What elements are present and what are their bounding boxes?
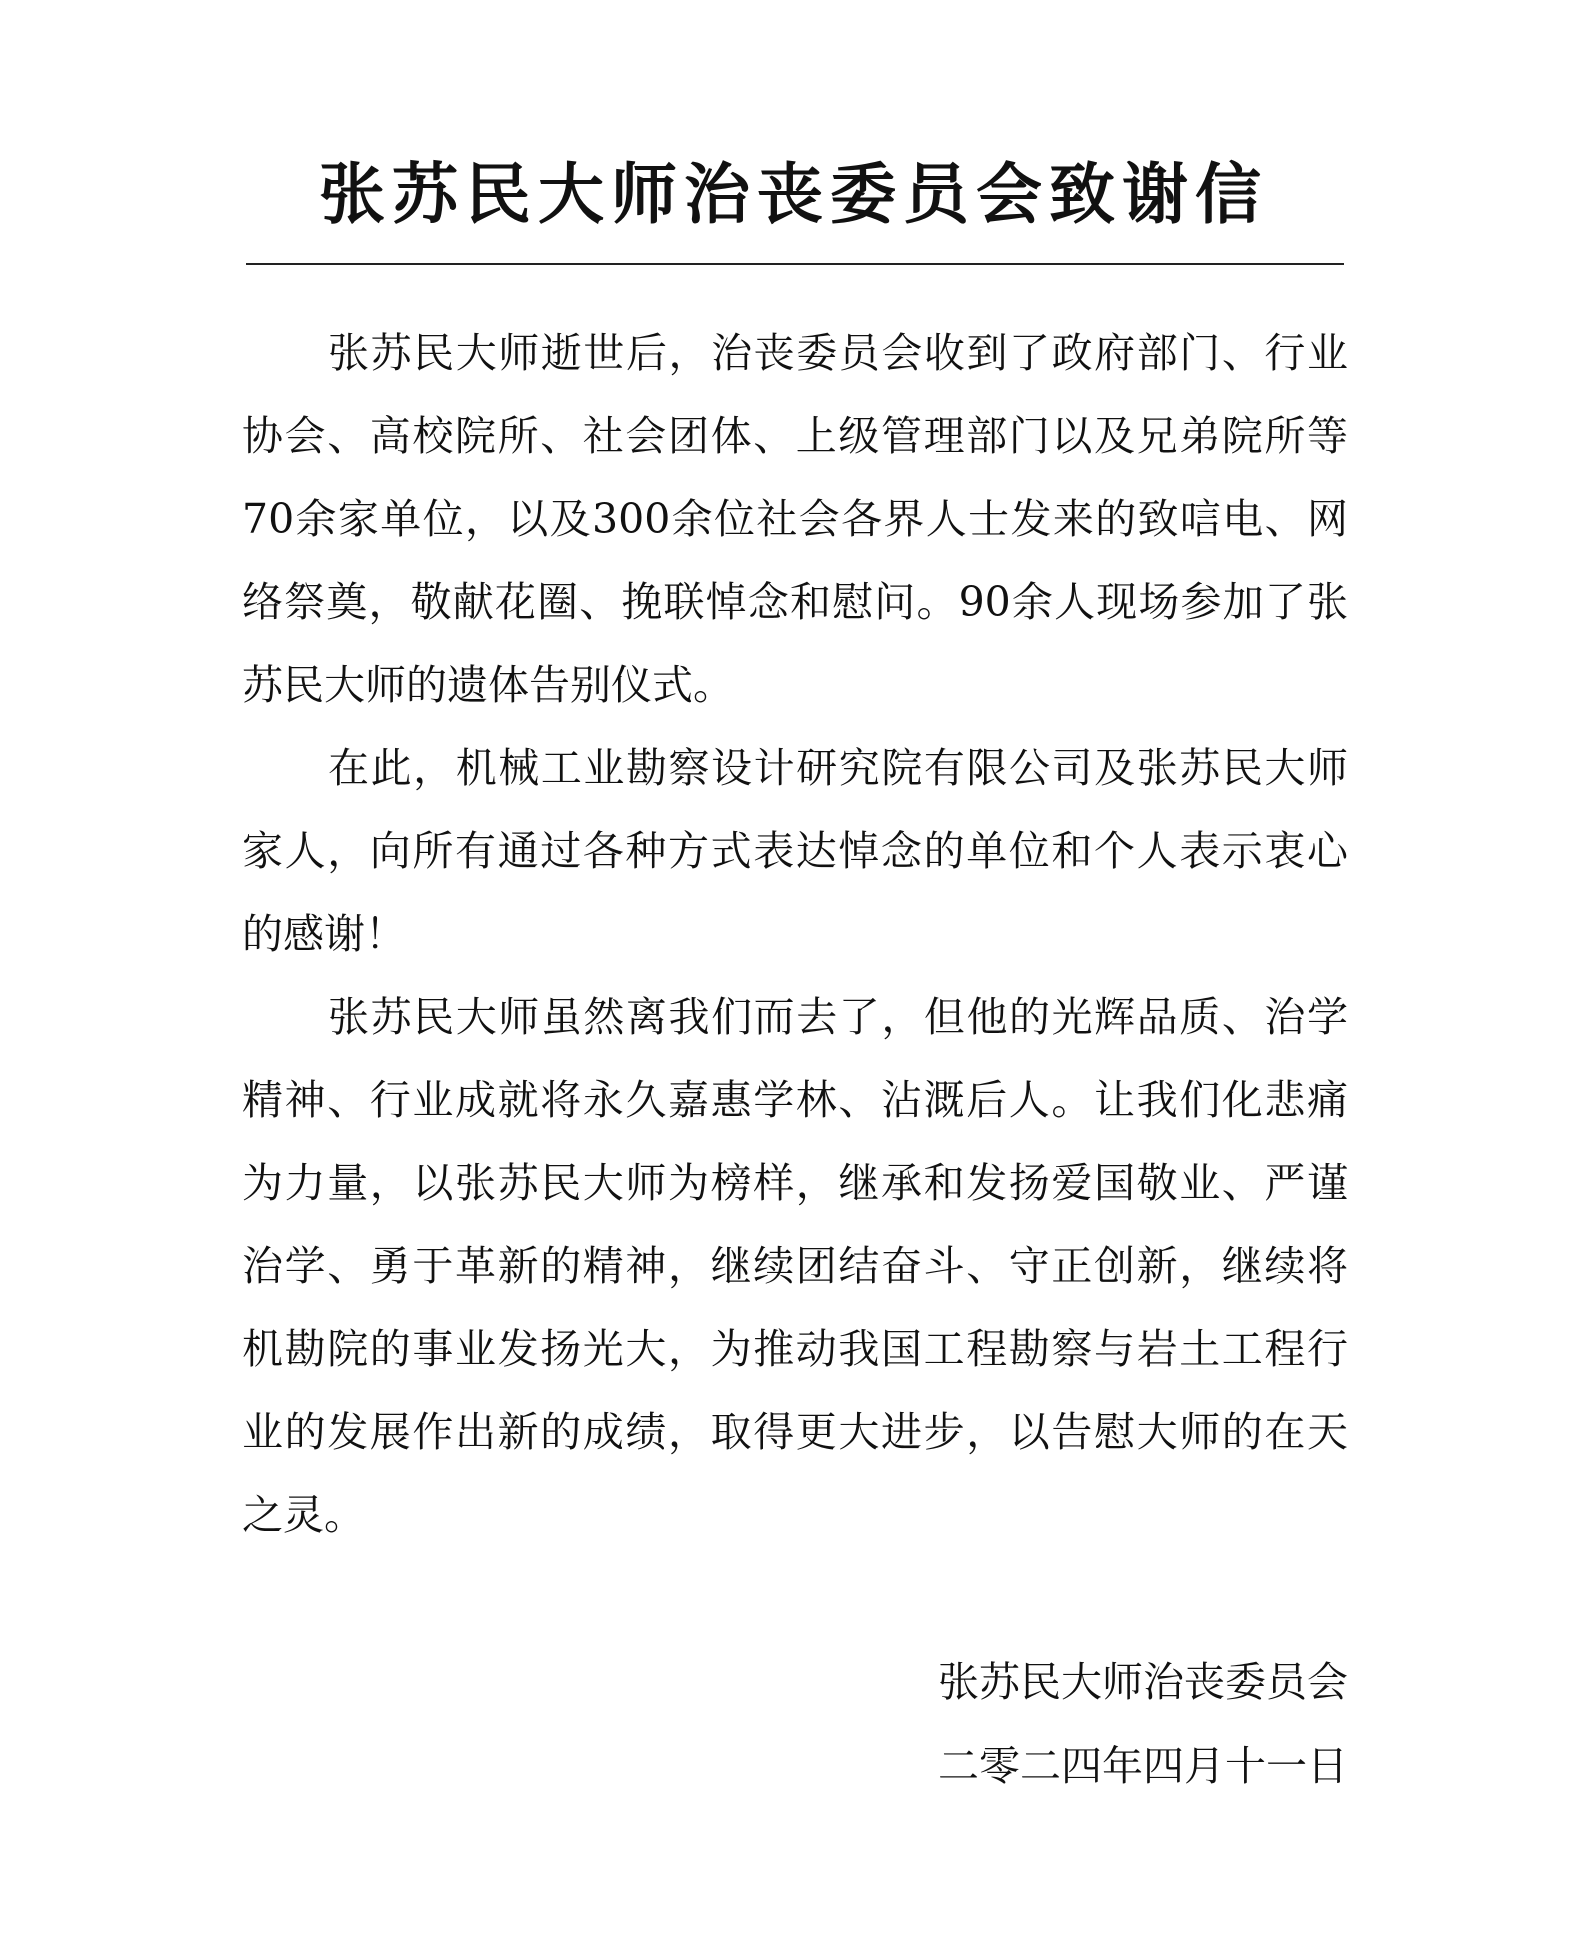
signature-date: 二零二四年四月十一日 [938,1742,1348,1790]
signature-block [938,1640,1348,1808]
paragraph-thanks: 在此，机械工业勘察设计研究院有限公司及张苏民大师家人，向所有通过各种方式表达悼念的单位和个人表示衷心的感谢！ [242,744,1348,958]
paragraph-condolences: 张苏民大师逝世后，治丧委员会收到了政府部门、行业协会、高校院所、社会团体、上级管理部门以及兄弟院所等70余家单位，以及300余位社会各界人士发来的致唁电、网络祭奠，敬献花圈、挽联悼念和慰问。90余人现场参加了张苏民大师的遗体告别仪式。 [242,329,1348,709]
signature-organization: 张苏民大师治丧委员会 [938,1658,1348,1706]
letter-body [242,312,1348,1557]
paragraph-tribute: 张苏民大师虽然离我们而去了，但他的光辉品质、治学精神、行业成就将永久嘉惠学林、沾溉后人。让我们化悲痛为力量，以张苏民大师为榜样，继承和发扬爱国敬业、严谨治学、勇于革新的精神，继续团结奋斗、守正创新，继续将机勘院的事业发扬光大，为推动我国工程勘察与岩土工程行业的发展作出新的成绩，取得更大进步，以告慰大师的在天之灵。 [242,993,1348,1539]
title-divider [246,263,1344,265]
letter-title: 张苏民大师治丧委员会致谢信 [319,156,1268,233]
